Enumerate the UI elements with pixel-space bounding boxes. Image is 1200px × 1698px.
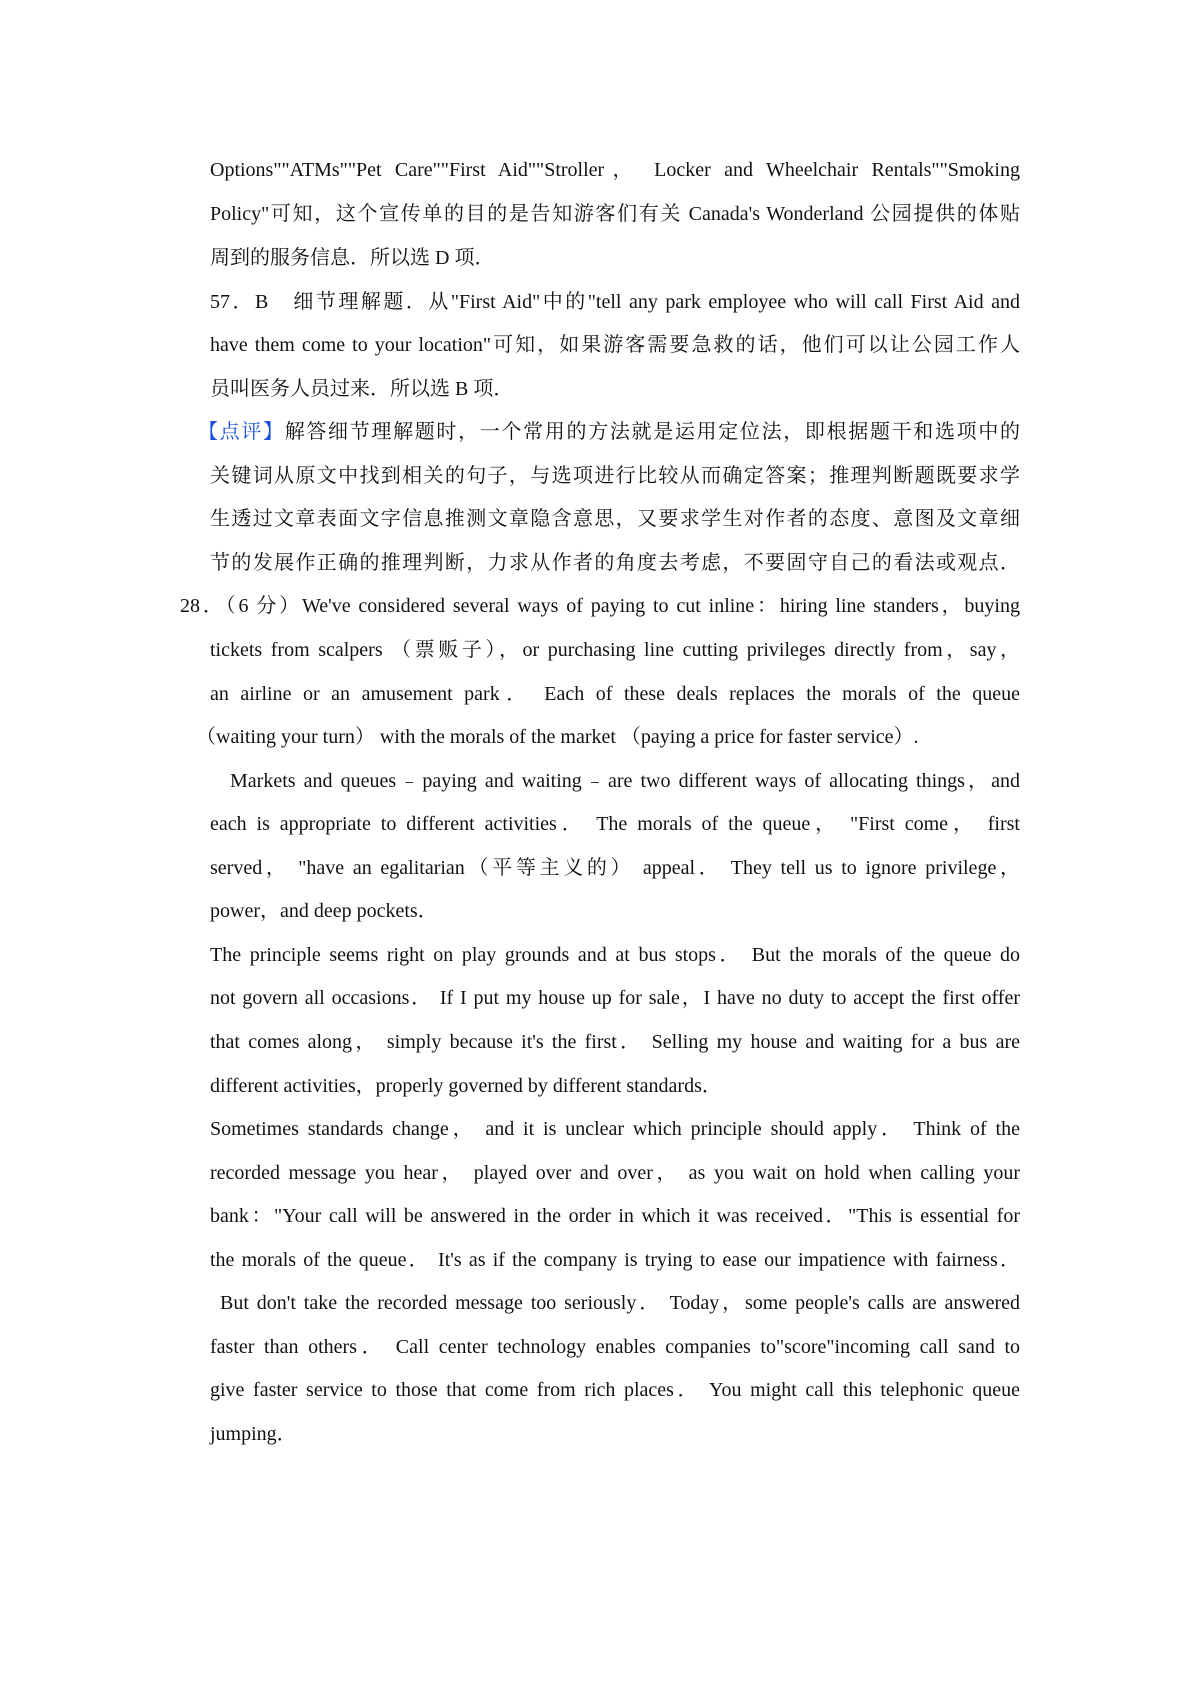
text-line: each is appropriate to different activities． The morals of the queue， "First come， first xyxy=(210,813,1020,835)
text-line: Markets and queues﹣paying and waiting﹣are two different ways of allocating things，and xyxy=(230,770,1020,792)
text-line: 57．B 细节理解题．从"First Aid"中的"tell any park employee who will call First Aid and xyxy=(210,291,1020,313)
text-line: have them come to your location"可知，如果游客需要急救的话，他们可以让公园工作人 xyxy=(210,334,1020,356)
text-line: （waiting your turn） with the morals of the market （paying a price for faster service）. xyxy=(196,726,919,748)
text-line: not govern all occasions． If I put my house up for sale，I have no duty to accept the first offer xyxy=(210,987,1020,1009)
text-line: jumping． xyxy=(210,1423,297,1445)
text-line: Policy"可知，这个宣传单的目的是告知游客们有关 Canada's Wonderland 公园提供的体贴 xyxy=(210,203,1020,225)
text-line: 关键词从原文中找到相关的句子，与选项进行比较从而确定答案；推理判断题既要求学 xyxy=(210,465,1020,487)
text-line: Options""ATMs""Pet Care""First Aid""Stroller， Locker and Wheelchair Rentals""Smoking xyxy=(210,159,1020,181)
text-line: an airline or an amusement park． Each of these deals replaces the morals of the queue xyxy=(210,683,1020,705)
text-line: faster than others． Call center technology enables companies to"score"incoming call sand to xyxy=(210,1336,1020,1358)
text-line: 周到的服务信息．所以选 D 项． xyxy=(210,247,495,269)
text-line: 员叫医务人员过来．所以选 B 项． xyxy=(210,378,514,400)
text-line: But don't take the recorded message too seriously． Today，some people's calls are answered xyxy=(220,1292,1020,1314)
text-line: 节的发展作正确的推理判断，力求从作者的角度去考虑，不要固守自己的看法或观点． xyxy=(210,552,1020,574)
question-heading: 28．（6 分）We've considered several ways of paying to cut inline：hiring line standers，buying xyxy=(180,595,1020,617)
text-line: give faster service to those that come from rich places． You might call this telephonic queue xyxy=(210,1379,1020,1401)
text-line: that comes along， simply because it's the first． Selling my house and waiting for a bus are xyxy=(210,1031,1020,1053)
text-line: The principle seems right on play grounds and at bus stops． But the morals of the queue do xyxy=(210,944,1020,966)
text-line: different activities，properly governed by different standards． xyxy=(210,1075,722,1097)
text-line: bank："Your call will be answered in the order in which it was received．"This is essential for xyxy=(210,1205,1020,1227)
text-line: power，and deep pockets． xyxy=(210,900,438,922)
text-line: tickets from scalpers （票贩子），or purchasing line cutting privileges directly from，say， xyxy=(210,639,1020,661)
text-line: 生透过文章表面文字信息推测文章隐含意思，又要求学生对作者的态度、意图及文章细 xyxy=(210,508,1020,530)
text-line: recorded message you hear， played over and over， as you wait on hold when calling your xyxy=(210,1162,1020,1184)
text-line: the morals of the queue． It's as if the company is trying to ease our impatience with fairness． xyxy=(210,1249,1020,1271)
text-line: served， "have an egalitarian（平等主义的） appeal． They tell us to ignore privilege， xyxy=(210,857,1020,879)
comment-text: 解答细节理解题时，一个常用的方法就是运用定位法，即根据题干和选项中的 xyxy=(284,421,1020,443)
comment-label: 【点评】 xyxy=(198,421,285,443)
text-line: Sometimes standards change， and it is unclear which principle should apply． Think of the xyxy=(210,1118,1020,1140)
comment-line xyxy=(198,417,1020,447)
